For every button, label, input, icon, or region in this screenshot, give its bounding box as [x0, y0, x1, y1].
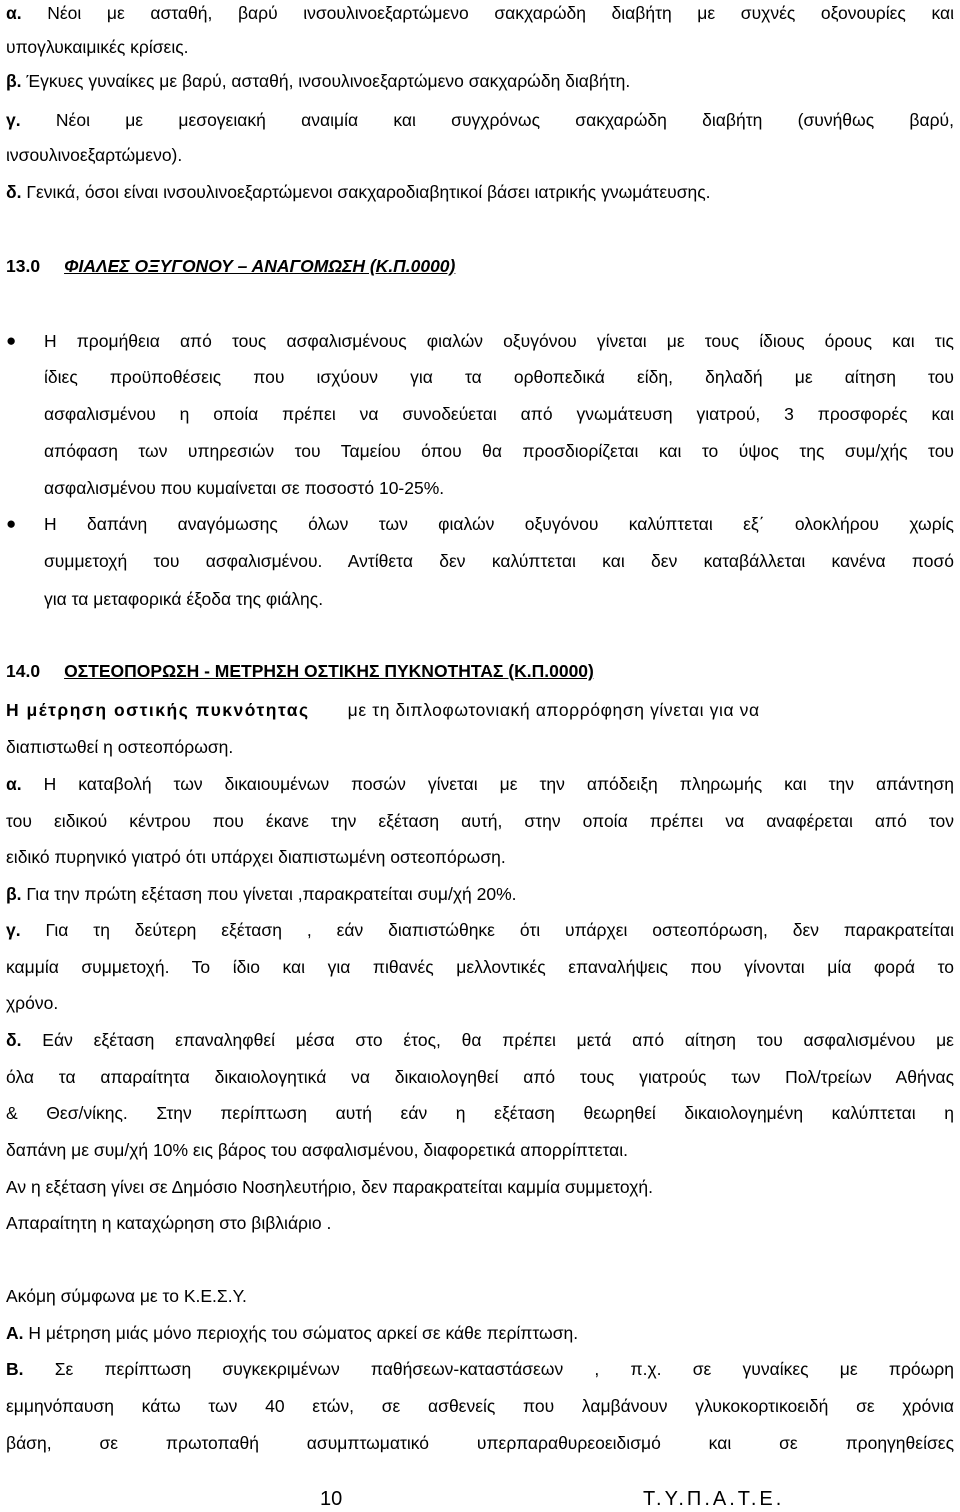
- item-text: Εάν εξέταση επαναληφθεί μέσα στο έτος, θα πρέπει μετά από αίτηση του ασφαλισμένου με: [42, 1030, 954, 1050]
- list-item-c: [6, 109, 954, 131]
- item-text: Σε περίπτωση συγκεκριμένων παθήσεων-καταστάσεων , π.χ. σε γυναίκες με πρόωρη: [54, 1359, 954, 1379]
- bullet-1-line: ασφαλισμένου που κυμαίνεται σε ποσοστό 10-25%.: [44, 478, 445, 498]
- item-label: γ.: [6, 920, 21, 940]
- section-title: ΟΣΤΕΟΠΟΡΩΣΗ - ΜΕΤΡΗΣΗ ΟΣΤΙΚΗΣ ΠΥΚΝΟΤΗΤΑΣ (Κ.Π.0000): [64, 661, 594, 681]
- item-A-line: [6, 1322, 954, 1344]
- public-hospital-note: Αν η εξέταση γίνει σε Δημόσιο Νοσηλευτήριο, δεν παρακρατείται καμμία συμμετοχή.: [6, 1177, 653, 1197]
- section-14-heading: [6, 660, 954, 682]
- bullet-icon: ●: [6, 331, 17, 350]
- bullet-2-line: Η δαπάνη αναγόμωσης όλων των φιαλών οξυγόνου καλύπτεται εξ΄ ολοκλήρου χωρίς: [44, 514, 954, 534]
- item-label: β.: [6, 71, 22, 91]
- item-text: Έγκυες γυναίκες με βαρύ, ασταθή, ινσουλινοεξαρτώμενο σακχαρώδη διαβήτη.: [26, 71, 631, 91]
- bullet-1-line: Η προμήθεια από τους ασφαλισμένους φιαλών οξυγόνου γίνεται με τους ίδιους όρους και τις: [44, 331, 954, 351]
- section-14-intro: [6, 699, 954, 721]
- record-note: Απαραίτητη η καταχώρηση στο βιβλιάριο .: [6, 1213, 332, 1233]
- page-number: 10: [320, 1488, 343, 1510]
- kesy-note: Ακόμη σύμφωνα με το Κ.Ε.Σ.Υ.: [6, 1286, 247, 1306]
- item-b-line: [6, 883, 954, 905]
- item-a-line: του ειδικού κέντρου που έκανε την εξέταση αυτή, στην οποία πρέπει να αναφέρεται από τον: [6, 811, 954, 831]
- bullet-icon: ●: [6, 514, 17, 533]
- list-item-d: [6, 181, 954, 203]
- intro-text: με τη διπλοφωτονιακή απορρόφηση γίνεται για να: [347, 700, 760, 720]
- section-title: ΦΙΑΛΕΣ ΟΞΥΓΟΝΟΥ – ΑΝΑΓΟΜΩΣΗ (Κ.Π.0000): [64, 256, 456, 276]
- item-d-line: & Θεσ/νίκης. Στην περίπτωση αυτή εάν η εξέταση θεωρηθεί δικαιολογημένη καλύπτεται η: [6, 1103, 954, 1123]
- list-item-c-cont: ινσουλινοεξαρτώμενο).: [6, 145, 183, 165]
- item-text: Γενικά, όσοι είναι ινσουλινοεξαρτώμενοι σακχαροδιαβητικοί βάσει ιατρικής γνωμάτευσης.: [26, 182, 711, 202]
- section-13-heading: [6, 255, 954, 277]
- item-text: Για τη δεύτερη εξέταση , εάν διαπιστώθηκε ότι υπάρχει οστεοπόρωση, δεν παρακρατείται: [45, 920, 954, 940]
- bullet-1-line: ίδιες προϋποθέσεις που ισχύουν για τα ορθοπεδικά είδη, δηλαδή με αίτηση του: [44, 367, 954, 387]
- item-label: γ.: [6, 110, 21, 130]
- item-c-line: χρόνο.: [6, 993, 59, 1013]
- item-text: Για την πρώτη εξέταση που γίνεται ,παρακρατείται συμ/χή 20%.: [26, 884, 517, 904]
- item-label: β.: [6, 884, 22, 904]
- item-d-line: [6, 1029, 954, 1051]
- section-number: 14.0: [6, 661, 41, 681]
- section-number: 13.0: [6, 256, 41, 276]
- intro-bold: Η μέτρηση οστικής πυκνότητας: [6, 700, 310, 720]
- item-label: Β.: [6, 1359, 24, 1379]
- item-text: Νέοι με μεσογειακή αναιμία και συγχρόνως σακχαρώδη διαβήτη (συνήθως βαρύ,: [55, 110, 954, 130]
- item-label: Α.: [6, 1323, 24, 1343]
- list-item-a: [6, 2, 954, 24]
- item-d-line: όλα τα απαραίτητα δικαιολογητικά να δικαιολογηθεί από τους γιατρούς των Πολ/τρείων Αθήνας: [6, 1067, 954, 1087]
- item-text: Η καταβολή των δικαιουμένων ποσών γίνεται με την απόδειξη πληρωμής και την απάντηση: [43, 774, 954, 794]
- item-B-line: εμμηνόπαυση κάτω των 40 ετών, σε ασθενείς που λαμβάνουν γλυκοκορτικοειδή σε χρόνια: [6, 1396, 954, 1416]
- bullet-1-line: ασφαλισμένου η οποία πρέπει να συνοδεύεται από γνωμάτευση γιατρού, 3 προσφορές και: [44, 404, 954, 424]
- item-label: δ.: [6, 182, 22, 202]
- list-item-b: [6, 70, 954, 92]
- item-d-line: δαπάνη με συμ/χή 10% εις βάρος του ασφαλισμένου, διαφορετικά απορρίπτεται.: [6, 1140, 629, 1160]
- item-a-line: [6, 773, 954, 795]
- bullet-2-line: συμμετοχή του ασφαλισμένου. Αντίθετα δεν καλύπτεται και δεν καταβάλλεται κανένα ποσό: [44, 551, 954, 571]
- item-label: α.: [6, 774, 22, 794]
- item-B-line: [6, 1358, 954, 1380]
- item-label: α.: [6, 3, 22, 23]
- bullet-1-line: απόφαση των υπηρεσιών του Ταμείου όπου θα προσδιορίζεται και το ύψος της συμ/χής του: [44, 441, 954, 461]
- list-item-a-cont: υπογλυκαιμικές κρίσεις.: [6, 37, 189, 57]
- item-a-line: ειδικό πυρηνικό γιατρό ότι υπάρχει διαπιστωμένη οστεοπόρωση.: [6, 847, 506, 867]
- item-text: Η μέτρηση μιάς μόνο περιοχής του σώματος αρκεί σε κάθε περίπτωση.: [28, 1323, 579, 1343]
- item-text: Νέοι με ασταθή, βαρύ ινσουλινοεξαρτώμενο σακχαρώδη διαβήτη με συχνές οξονουρίες και: [47, 3, 954, 23]
- item-c-line: καμμία συμμετοχή. Το ίδιο και για πιθανές μελλοντικές επαναλήψεις που γίνονται μία φορά το: [6, 957, 954, 977]
- footer-organization: Τ.Υ.Π.Α.Τ.Ε.: [643, 1488, 785, 1510]
- item-c-line: [6, 919, 954, 941]
- section-14-intro-cont: διαπιστωθεί η οστεοπόρωση.: [6, 737, 234, 757]
- item-label: δ.: [6, 1030, 22, 1050]
- item-B-line: βάση, σε πρωτοπαθή ασυμπτωματικό υπερπαραθυρεοειδισμό και σε προηγηθείσες: [6, 1433, 954, 1453]
- bullet-2-line: για τα μεταφορικά έξοδα της φιάλης.: [44, 589, 324, 609]
